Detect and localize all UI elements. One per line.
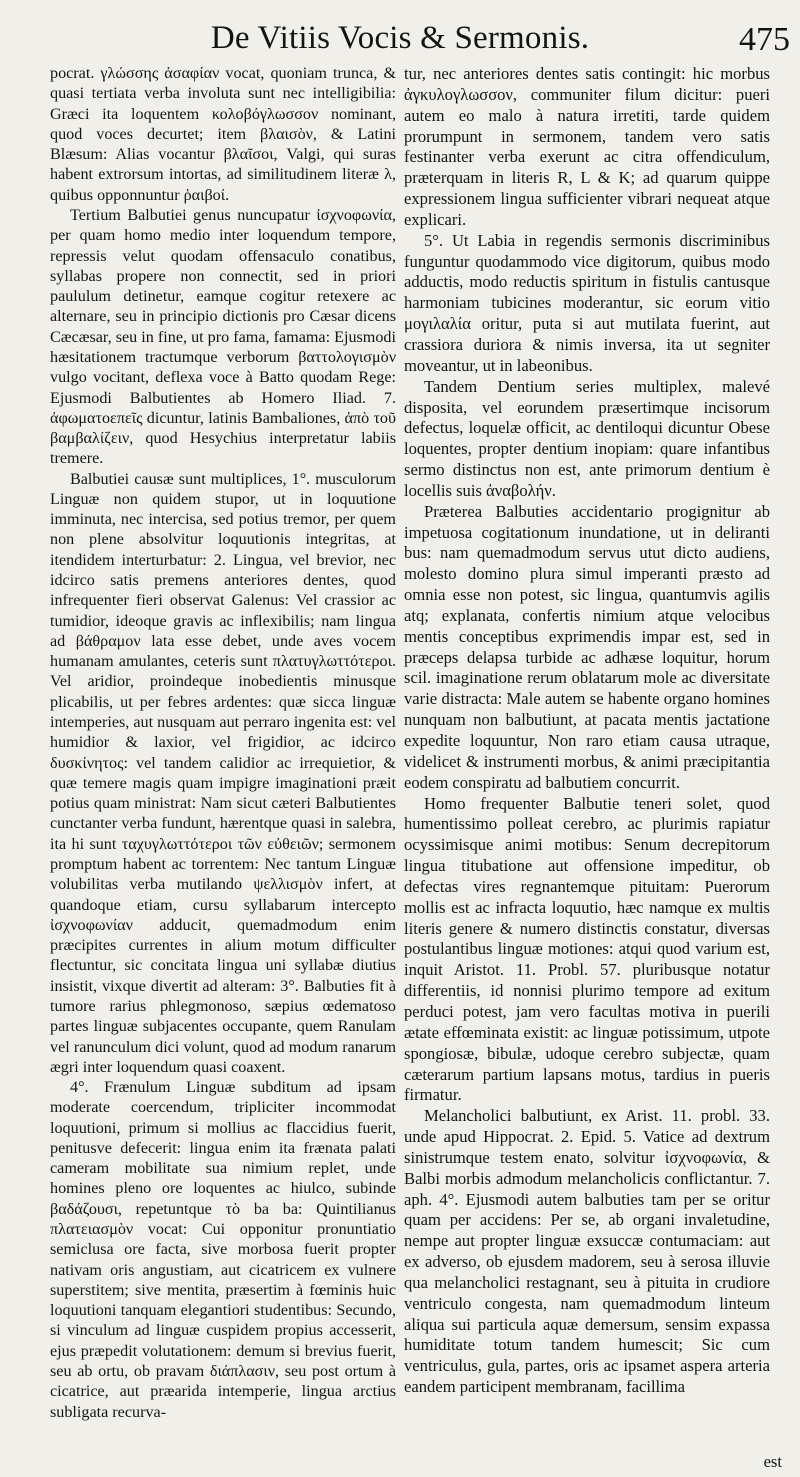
running-title: De Vitiis Vocis & Sermonis. [210,20,590,56]
paragraph-right-1: tur, nec anteriores dentes satis contingit: hic morbus ἀγκυλογλωσσον, communiter filum dicitur: pueri autem eo malo à natura irretiti, tarde quidem prorumpunt in sermonem, tandem vero satis festinanter verba exerunt ac citra offendiculum, præterquam in literis R, L & K; ad quarum quippe expressionem lingua sufficienter vibrari nequeat atque explicari. [404,64,770,229]
paragraph-right-2: 5°. Ut Labia in regendis sermonis discriminibus funguntur quodammodo vice digitorum, quibus modo adductis, modo reductis spiritum in fistulis cantusque harmoniam tubicines moderantur, sic eorum vitio μογιλαλία oritur, puta si aut mutilata fuerint, aut crassiora duriora & nimis inversa, ita ut segniter moveantur, ut in labeonibus. [404,230,770,375]
paragraph-right-5: Homo frequenter Balbutie teneri solet, quod humentissimo polleat cerebro, ac plurimis rapiatur ocyssimisque animi motibus: Senum decrepitorum lingua titubatione aut offensione impeditur, ob defectas vires regnantemque pituitam: Puerorum mollis est ac infracta loquutio, hæc namque ex multis literis genere & numero distinctis constatur, diversas postulantibus linguæ motiones: atqui quod varium est, inquit Aristot. 11. Probl. 57. pluribusque notatur differentiis, id nonnisi plurimo tempore ad exitum perduci potest, jam vero facultas motiva in puerili ætate effœminata existit: ac linguæ potissimum, utpote spongiosæ, bibulæ, udoque cerebro subjectæ, quam cæterarum partium lapsans motus, tardius in pueris firmatur. [404,793,770,1105]
paragraph-left-2: Tertium Balbutiei genus nuncupatur ἰσχνοφωνία, per quam homo medio inter loquendum tempore, repressis velut quodam offensaculo conatibus, syllabas propere non connectit, sed in priori paululum detinetur, eamque cogitur retexere ac alternare, seu in principio dictionis pro Cæsar dicens Cæcæsar, seu in fine, ut pro fama, famama: Ejusmodi hæsitationem tractumque verborum βαττολογισμὸν vulgo vocitant, deflexa voce à Batto quodam Rege: Ejusmodi Balbutientes ab Homero Iliad. 7. ἀφωματοεπεῖς dicuntur, latinis Bambaliones, ἀπὸ τοῦ βαμβαλίζειν, quod Hesychius interpretatur labiis tremere. [50,206,396,468]
paragraph-right-4: Præterea Balbuties accidentario progignitur ab impetuosa cogitationum inundatione, ut in deliranti bus: nam quemadmodum servus utut dicto audiens, molesto domino plura simul imperanti præsto ad omnia esse non potest, sic lingua, quantumvis agilis atq; explanata, confertis nimium atque velocibus mentis conceptibus exprimendis impar est, sed in præceps delapsa turbide ac adhæse loquitur, horum scil. imaginatione rerum oblatarum mole ac diversitate varie distracta: Male autem se habente organo homines nunquam non balbutiunt, at pacata mentis jactatione expedite loquuntur, Non raro etiam causa utraque, videlicet & instrumenti morbus, & animi præcipitantia eodem conspiratu ad balbutiem concurrit. [404,501,770,792]
paragraph-left-1: pocrat. γλώσσης ἀσαφίαν vocat, quoniam trunca, & quasi tertiata verba involuta sunt nec intelligibilia: Græci ita loquentem κολοβόγλωσσον nominant, quod voces decurtet; item βλαισὸν, & Latini Blæsum: Alias vocantur βλαῖσοι, Valgi, qui suras habent extrorsum intortas, ad similitudinem literæ λ, quibus opponnuntur ῥαιβοί. [50,65,396,204]
right-column [404,64,770,1398]
paragraph-left-4: 4°. Frænulum Linguæ subditum ad ipsam moderate coercendum, tripliciter incommodat loquutioni, primum si mollius ac flaccidius fuerit, penitusve defecerit: lingua enim ita frænata palati cameram mobilitate sua nimium replet, unde homines pleno ore loquentes ac hiulco, subinde βαδάζουσι, repetuntque τὸ ba ba: Quintilianus πλατειασμὸν vocat: Cui opponitur pronuntiatio semiclusa ore facta, sive morbosa fuerit propter nativam oris angustiam, aut cicatricem ex vulnere superstitem; sive mentita, præsertim à fœminis huic loquutioni tanquam elegantiori studentibus: Secundo, si vinculum ad linguæ cuspidem propius accesserit, ejus præpedit volutationem: demum si brevius fuerit, seu ab ortu, ob pravam διάπλασιν, seu post ortum à cicatrice, aut præarida intemperie, lingua arctius subligata recurva- [50,1079,396,1421]
page-number: 475 [739,21,790,58]
paragraph-left-3: Balbutiei causæ sunt multiplices, 1°. musculorum Linguæ non quidem stupor, ut in loquutione imminuta, nec intercisa, sed potius tremor, per quem non plene absolvitur loquutionis integritas, at itendidem interturbatur: 2. Lingua, vel brevior, nec idcirco satis premens anteriores dentes, quod infrequenter fieri observat Galenus: Vel crassior ac tumidior, ideoque gravis ac inflexibilis; nam lingua ad βάθραμον lata esse debet, unde aves vocem humanam amulantes, ceteris sunt πλατυγλωττότεροι. Vel aridior, proindeque inobedientis minusque plicabilis, ut per febres ardentes: quæ sicca linguæ intemperies, aut nusquam aut perraro ingenita est: vel humidior & laxior, vel frigidior, ac idcirco δυσκίνητος: vel tandem calidior ac irrequietior, & quæ temere magis quam impigre imaginationi præit potius quam ministrat: Nam sicut cæteri Balbutientes cunctanter verba fundunt, hærentque quasi in salebra, ita hi sunt ταχυγλωττότεροι τῶν εὐθειῶν; sermonem promptum habent ac torrentem: Nec tantum Linguæ volubilitas verba mutilando ψελλισμὸν infert, at quandoque etiam, cursu syllabarum intercepto ἰσχνοφωνίαν adducit, quemadmodum enim præcipites currentes in alium motum difficulter flectuntur, sic concitata lingua uni syllabæ diutius insistit, vixque divertit ad alteram: 3°. Balbuties fit à tumore rarius phlegmonoso, sæpius œdematoso partes linguæ subjacentes occupante, quem Ranulam vel ranunculum dici volunt, quod ad modum ranarum ægri inter loquendum quasi coaxent. [50,470,397,1076]
page-header [0,0,800,62]
paragraph-right-3: Tandem Dentium series multiplex, malevé disposita, vel eorundem præsertimque incisorum defectus, loquelæ officit, ac dentiloqui dicuntur Obese loquentes, propter dentium inopiam: quare infantibus sermo distinctus non est, ante primorum dentium è locellis suis ἀναβολήν. [404,376,770,500]
paragraph-right-6: Melancholici balbutiunt, ex Arist. 11. probl. 33. unde apud Hippocrat. 2. Epid. 5. Vatice ad dextrum sinistrumque testem enato, solvitur ἰσχνοφωνία, & Balbi morbis admodum melancholicis conflictantur. 7. aph. 4°. Ejusmodi autem balbuties tam per se oritur quam per accidens: Per se, ab organi invaletudine, nempe aut propter linguæ exsuccæ contumaciam: aut ex adverso, ob ejusdem madorem, seu à serosa illuvie qua melancholici restagnant, seu à pituita in crudiore ventriculo congesta, nam quemadmodum linteum aliqua sui particula aquæ demersum, sensim expassa humiditate totum tandem humescit; Sic cum ventriculus, gula, partes, oris ac ipsamet aspera arteria eandem participent membranam, facillima [404,1106,770,1397]
catchword: est [763,1452,782,1471]
left-column [50,64,396,1423]
